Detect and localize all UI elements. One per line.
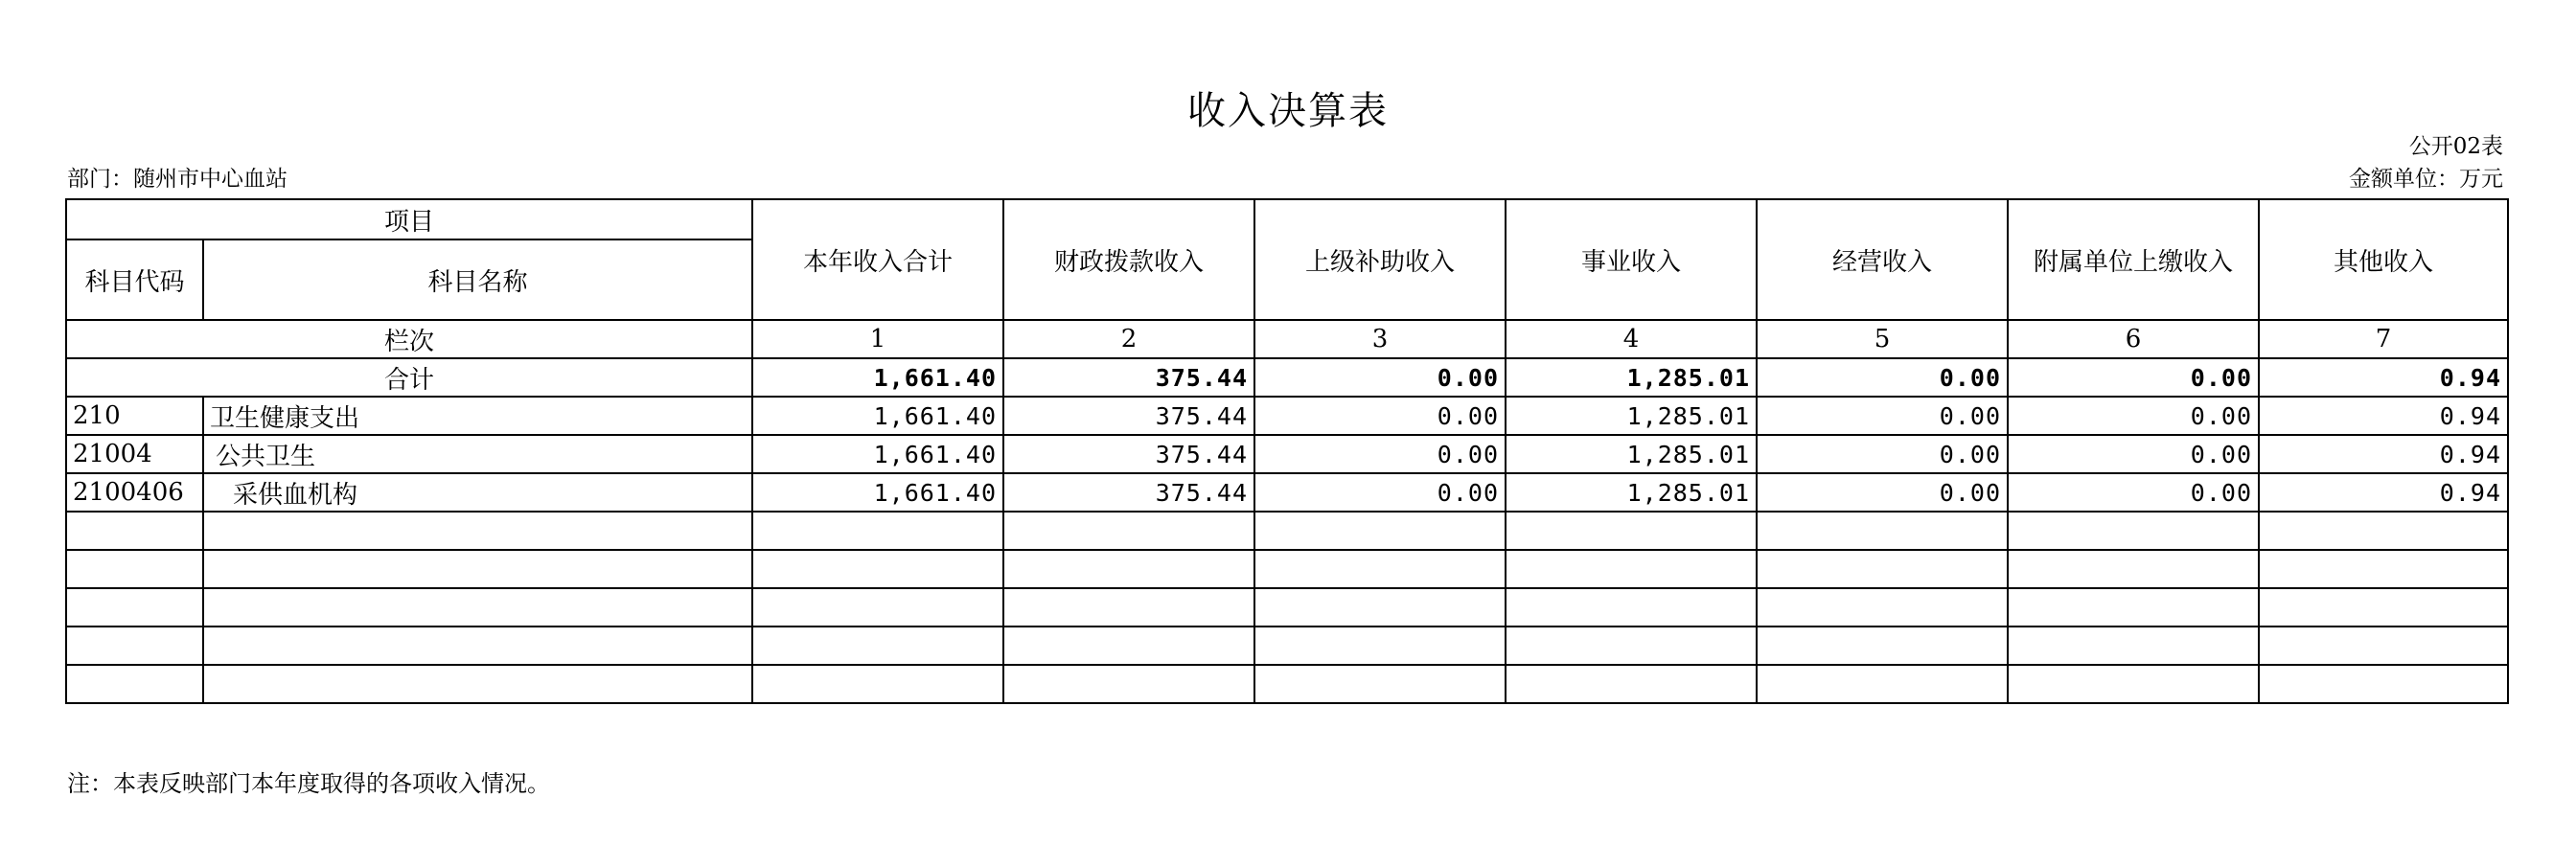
empty-row: [66, 627, 2508, 665]
header-name: 科目名称: [203, 239, 752, 320]
table-row: [66, 397, 2508, 435]
empty-row: [66, 550, 2508, 588]
row-code: 210: [66, 397, 203, 435]
row-value: 1,661.40: [752, 473, 1003, 512]
header-col-1: 本年收入合计: [752, 199, 1003, 320]
seq-7: 7: [2259, 320, 2508, 358]
seq-2: 2: [1003, 320, 1254, 358]
total-value: 1,285.01: [1506, 358, 1757, 397]
header-code: 科目代码: [66, 239, 203, 320]
row-code: 2100406: [66, 473, 203, 512]
row-value: 1,285.01: [1506, 435, 1757, 473]
empty-row: [66, 512, 2508, 550]
total-value: 0.00: [1254, 358, 1506, 397]
seq-label: 栏次: [66, 320, 752, 358]
row-value: 1,661.40: [752, 435, 1003, 473]
header-col-4: 事业收入: [1506, 199, 1757, 320]
row-value: 0.00: [1254, 473, 1506, 512]
row-value: 0.00: [2008, 473, 2259, 512]
row-value: 0.94: [2259, 473, 2508, 512]
table-row: [66, 435, 2508, 473]
row-value: 1,661.40: [752, 397, 1003, 435]
page-title: 收入决算表: [1187, 89, 1389, 133]
header-col-5: 经营收入: [1757, 199, 2008, 320]
row-value: 0.00: [2008, 435, 2259, 473]
header-col-6: 附属单位上缴收入: [2008, 199, 2259, 320]
total-value: 0.94: [2259, 358, 2508, 397]
seq-1: 1: [752, 320, 1003, 358]
row-value: 0.00: [1254, 397, 1506, 435]
revenue-table: [65, 198, 2509, 704]
total-value: 0.00: [1757, 358, 2008, 397]
total-value: 375.44: [1003, 358, 1254, 397]
seq-5: 5: [1757, 320, 2008, 358]
empty-row: [66, 588, 2508, 627]
total-row: [66, 358, 2508, 397]
row-value: 0.94: [2259, 435, 2508, 473]
row-code: 21004: [66, 435, 203, 473]
row-value: 0.00: [1757, 473, 2008, 512]
header-col-3: 上级补助收入: [1254, 199, 1506, 320]
row-name: 采供血机构: [203, 473, 752, 512]
row-name: 公共卫生: [203, 435, 752, 473]
header-project: 项目: [66, 199, 752, 239]
department-label: 部门：随州市中心血站: [67, 167, 288, 192]
row-value: 0.00: [1757, 397, 2008, 435]
seq-4: 4: [1506, 320, 1757, 358]
row-value: 375.44: [1003, 435, 1254, 473]
total-value: 1,661.40: [752, 358, 1003, 397]
seq-6: 6: [2008, 320, 2259, 358]
row-value: 0.00: [1757, 435, 2008, 473]
table-row: [66, 473, 2508, 512]
row-value: 0.00: [2008, 397, 2259, 435]
total-value: 0.00: [2008, 358, 2259, 397]
row-value: 375.44: [1003, 473, 1254, 512]
header-col-2: 财政拨款收入: [1003, 199, 1254, 320]
total-label: 合计: [66, 358, 752, 397]
row-value: 0.00: [1254, 435, 1506, 473]
seq-3: 3: [1254, 320, 1506, 358]
empty-row: [66, 665, 2508, 703]
table-note: 注：本表反映部门本年度取得的各项收入情况。: [67, 770, 550, 797]
row-value: 1,285.01: [1506, 473, 1757, 512]
row-value: 375.44: [1003, 397, 1254, 435]
row-value: 1,285.01: [1506, 397, 1757, 435]
row-value: 0.94: [2259, 397, 2508, 435]
form-code: 公开02表: [2408, 134, 2503, 159]
unit-label: 金额单位：万元: [2349, 167, 2503, 192]
row-name: 卫生健康支出: [203, 397, 752, 435]
header-col-7: 其他收入: [2259, 199, 2508, 320]
